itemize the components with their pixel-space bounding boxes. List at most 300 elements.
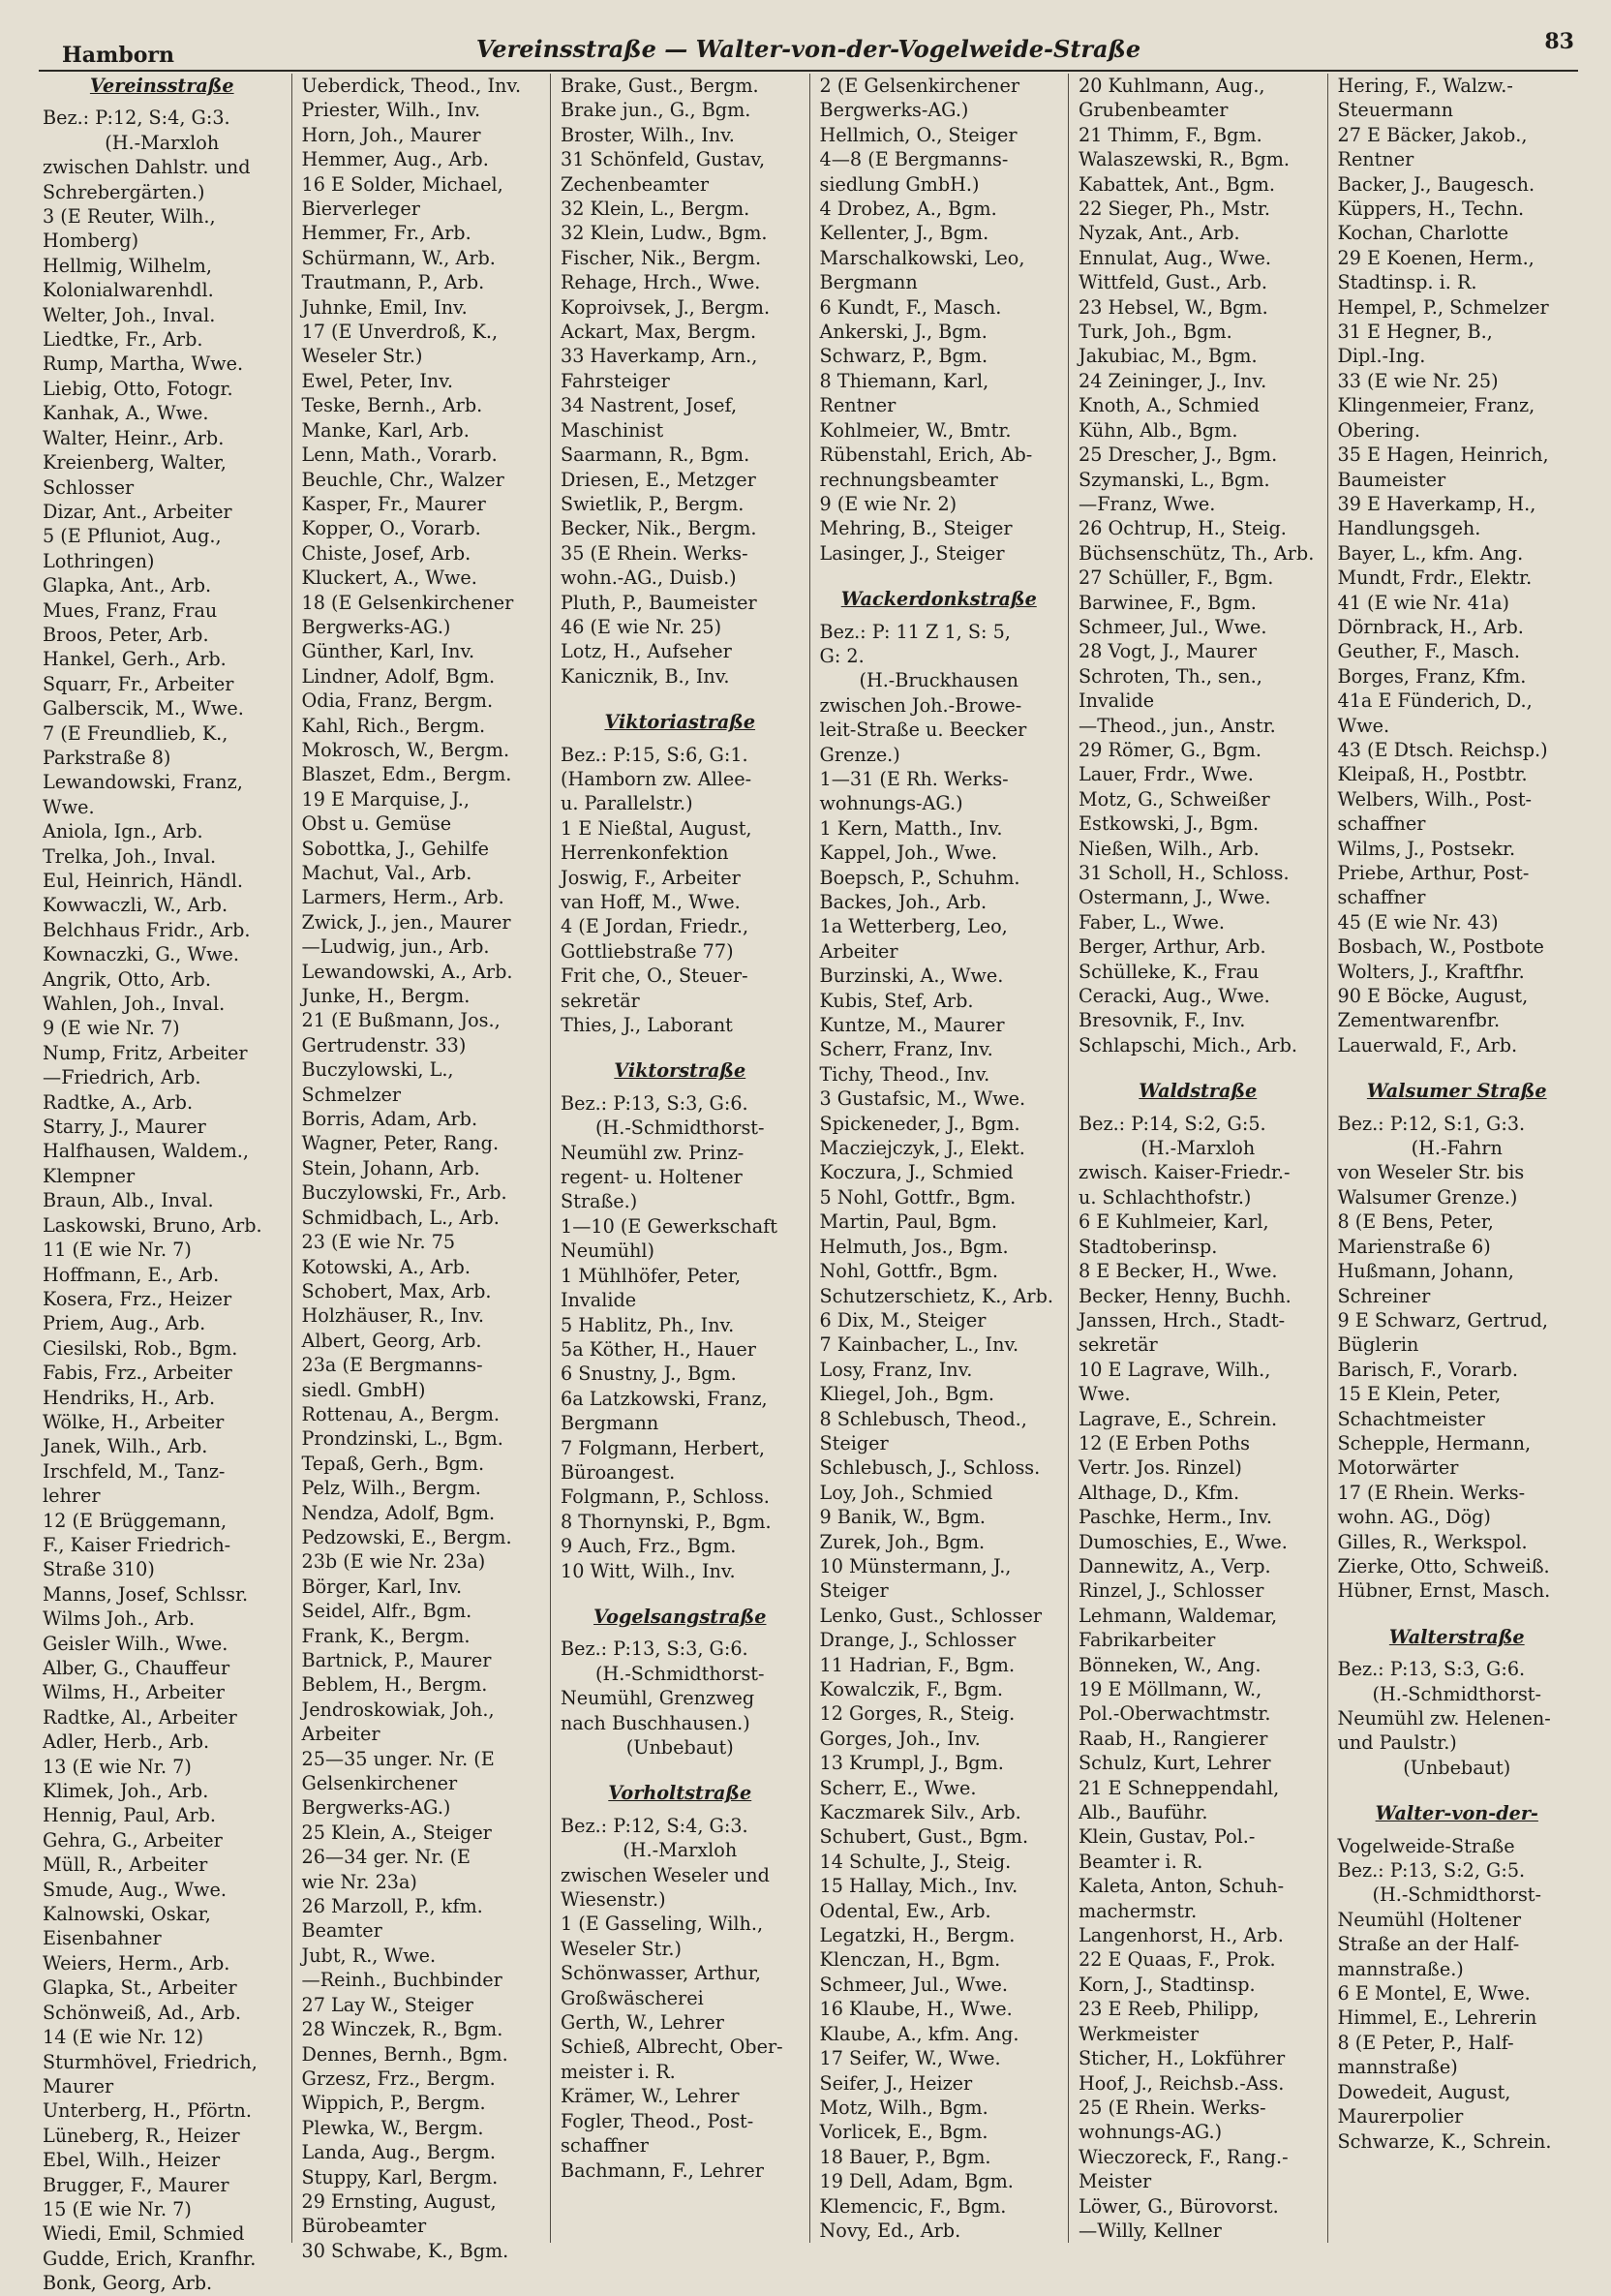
directory-entry: Landa, Aug., Bergm.: [301, 2141, 496, 2164]
directory-entry: Glapka, St., Arbeiter: [43, 1976, 237, 2000]
directory-entry: Fabis, Frz., Arbeiter: [43, 1362, 232, 1385]
directory-entry: Szymanski, L., Bgm.: [1079, 468, 1270, 491]
directory-entry: Bez.: P:13, S:3, G:6.: [561, 1638, 748, 1661]
directory-entry: wohnungs-AG.): [1079, 2121, 1223, 2144]
directory-entry: 5a Köther, H., Hauer: [561, 1337, 756, 1361]
directory-entry: wohn.-AG., Duisb.): [561, 566, 737, 590]
directory-entry: Frank, K., Bergm.: [301, 1624, 471, 1647]
directory-entry: Klenczan, H., Bgm.: [819, 1948, 1001, 1972]
directory-entry: 3 Gustafsic, M., Wwe.: [819, 1087, 1026, 1111]
directory-entry: Wahlen, Joh., Inval.: [43, 993, 226, 1016]
directory-entry: Loy, Joh., Schmied: [819, 1481, 993, 1504]
directory-entry: Hoof, J., Reichsb.-Ass.: [1079, 2071, 1285, 2095]
directory-entry: Ueberdick, Theod., Inv.: [301, 75, 522, 97]
directory-entry: Lotz, H., Aufseher: [561, 640, 732, 663]
directory-entry: zwischen Joh.-Browe-: [819, 693, 1022, 717]
directory-entry: Nendza, Adolf, Bgm.: [301, 1501, 496, 1524]
directory-entry: Mehring, B., Steiger: [819, 517, 1013, 540]
directory-entry: 31 E Hegner, B.,: [1337, 321, 1493, 344]
directory-entry: Homberg): [43, 230, 139, 253]
directory-entry: Arbeiter: [301, 1723, 380, 1746]
directory-entry: Jubt, R., Wwe.: [301, 1944, 437, 1967]
directory-entry: Klimek, Joh., Arb.: [43, 1780, 209, 1803]
directory-entry: Günther, Karl, Inv.: [301, 640, 475, 663]
directory-entry: Kochan, Charlotte: [1337, 222, 1509, 245]
directory-entry: Pol.-Oberwachtmstr.: [1079, 1702, 1271, 1726]
directory-entry: Beuchle, Chr., Walzer: [301, 468, 504, 491]
directory-entry: 10 Witt, Wilh., Inv.: [561, 1559, 736, 1582]
directory-entry: Dowedeit, August,: [1337, 2080, 1511, 2103]
directory-entry: Kuntze, M., Maurer: [819, 1014, 1005, 1037]
directory-entry: schaffner: [1337, 812, 1426, 836]
directory-entry: Lauerwald, F., Arb.: [1337, 1033, 1518, 1056]
directory-column: [809, 74, 1069, 2243]
directory-entry: Geisler Wilh., Wwe.: [43, 1632, 228, 1655]
directory-entry: Tichy, Theod., Inv.: [819, 1062, 990, 1086]
directory-entry: Lewandowski, A., Arb.: [301, 960, 513, 983]
directory-entry: Plewka, W., Bergm.: [301, 2116, 484, 2139]
directory-entry: Boepsch, P., Schuhm.: [819, 866, 1020, 889]
directory-entry: Bez.: P:14, S:2, G:5.: [1079, 1112, 1266, 1135]
directory-entry: Gottliebstraße 77): [561, 939, 734, 963]
directory-entry: Fahrsteiger: [561, 369, 670, 392]
directory-entry: Schmidbach, L., Arb.: [301, 1206, 500, 1229]
directory-entry: 23b (E wie Nr. 23a): [301, 1550, 486, 1574]
directory-entry: Ackart, Max, Bergm.: [561, 321, 757, 344]
directory-entry: Weiers, Herm., Arb.: [43, 1951, 230, 1975]
directory-entry: Kaleta, Anton, Schuh-: [1079, 1875, 1285, 1898]
street-heading: Vereinsstraße: [89, 75, 234, 97]
directory-entry: Nump, Fritz, Arbeiter: [43, 1041, 248, 1064]
directory-entry: sekretär: [1079, 1333, 1158, 1357]
directory-entry: Bez.: P:15, S:6, G:1.: [561, 743, 748, 766]
directory-entry: Klingenmeier, Franz,: [1337, 394, 1535, 417]
directory-entry: 8 Thiemann, Karl,: [819, 369, 989, 392]
directory-column: [1068, 74, 1327, 2243]
directory-entry: Smude, Aug., Wwe.: [43, 1878, 227, 1901]
directory-entry: Hemmer, Aug., Arb.: [301, 148, 489, 171]
directory-entry: Lehmann, Waldemar,: [1079, 1604, 1278, 1627]
directory-entry: 8 (E Bens, Peter,: [1337, 1210, 1494, 1234]
directory-entry: Hering, F., Walzw.-: [1337, 75, 1513, 97]
directory-entry: 17 (E Unverdroß, K.,: [301, 321, 499, 344]
directory-entry: Schmeer, Jul., Wwe.: [1079, 615, 1267, 638]
directory-entry: Rentner: [819, 394, 897, 417]
directory-entry: Hoffmann, E., Arb.: [43, 1263, 220, 1286]
directory-entry: 24 Zeininger, J., Inv.: [1079, 369, 1267, 392]
directory-entry: Trautmann, P., Arb.: [301, 271, 485, 294]
directory-entry: wohnungs-AG.): [819, 792, 963, 815]
directory-entry: Brake jun., G., Bgm.: [561, 99, 751, 122]
directory-entry: Weseler Str.): [561, 1937, 682, 1960]
directory-entry: Wwe.: [1337, 714, 1390, 737]
directory-entry: Neumühl zw. Helenen-: [1337, 1707, 1551, 1730]
directory-entry: Lindner, Adolf, Bgm.: [301, 664, 496, 688]
directory-entry: Marienstraße 6): [1337, 1235, 1491, 1258]
directory-entry: Hübner, Ernst, Masch.: [1337, 1579, 1551, 1603]
directory-entry: 7 (E Freundlieb, K.,: [43, 721, 228, 745]
directory-entry: Rump, Martha, Wwe.: [43, 352, 244, 376]
directory-entry: und Paulstr.): [1337, 1731, 1457, 1755]
directory-entry: Ewel, Peter, Inv.: [301, 369, 453, 392]
directory-entry: 30 Schwabe, K., Bgm.: [301, 2239, 509, 2262]
directory-entry: 27 E Bäcker, Jakob.,: [1337, 123, 1528, 146]
directory-entry: Hemmer, Fr., Arb.: [301, 222, 471, 245]
directory-entry: Walter, Heinr., Arb.: [43, 426, 225, 449]
directory-entry: Bonk, Georg, Arb.: [43, 2272, 213, 2295]
directory-entry: Klempner: [43, 1164, 136, 1187]
street-heading: Waldstraße: [1139, 1080, 1258, 1103]
directory-entry: Büchsenschütz, Th., Arb.: [1079, 541, 1315, 565]
directory-entry: Alb., Bauführ.: [1079, 1801, 1208, 1824]
directory-entry: Spickeneder, J., Bgm.: [819, 1112, 1020, 1135]
directory-entry: Kahl, Rich., Bergm.: [301, 714, 486, 737]
street-info: (H.-Marxloh: [105, 131, 220, 154]
directory-entry: Walaszewski, R., Bgm.: [1079, 148, 1291, 171]
directory-entry: Hußmann, Johann,: [1337, 1260, 1514, 1283]
street-info: (H.-Schmidthorst-: [1372, 1883, 1541, 1907]
directory-entry: Kühn, Alb., Bgm.: [1079, 418, 1238, 442]
directory-entry: Motz, G., Schweißer: [1079, 787, 1270, 811]
directory-entry: Ceracki, Aug., Wwe.: [1079, 985, 1270, 1008]
directory-entry: Barisch, F., Vorarb.: [1337, 1358, 1518, 1381]
directory-entry: Kabattek, Ant., Bgm.: [1079, 172, 1275, 196]
directory-entry: Nießen, Wilh., Arb.: [1079, 837, 1260, 860]
directory-entry: Priester, Wilh., Inv.: [301, 99, 481, 122]
directory-entry: Bergwerks-AG.): [819, 99, 969, 122]
directory-entry: Bez.: P:12, S:4, G:3.: [561, 1814, 748, 1837]
directory-entry: Burzinski, A., Wwe.: [819, 964, 1004, 988]
directory-entry: Zierke, Otto, Schweiß.: [1337, 1554, 1550, 1577]
directory-entry: Neumühl zw. Prinz-: [561, 1141, 745, 1164]
directory-entry: Borges, Franz, Kfm.: [1337, 664, 1527, 688]
directory-entry: Becker, Henny, Buchh.: [1079, 1284, 1292, 1307]
directory-entry: Kaczmarek Silv., Arb.: [819, 1801, 1021, 1824]
directory-entry: 18 (E Gelsenkirchener: [301, 591, 514, 614]
directory-entry: 21 Thimm, F., Bgm.: [1079, 123, 1262, 146]
directory-entry: Kleipaß, H., Postbtr.: [1337, 763, 1528, 786]
directory-entry: —Theod., jun., Anstr.: [1079, 714, 1276, 737]
directory-entry: Wölke, H., Arbeiter: [43, 1410, 225, 1433]
directory-entry: 26—34 ger. Nr. (E: [301, 1846, 471, 1869]
directory-entry: Saarmann, R., Bgm.: [561, 444, 750, 467]
directory-entry: Walsumer Grenze.): [1337, 1185, 1518, 1209]
directory-column: [291, 74, 551, 2262]
directory-entry: Seidel, Alfr., Bgm.: [301, 1600, 472, 1623]
directory-entry: Kosera, Frz., Heizer: [43, 1287, 232, 1310]
directory-entry: Fogler, Theod., Post-: [561, 2109, 754, 2132]
directory-entry: 15 E Klein, Peter,: [1337, 1383, 1502, 1406]
directory-entry: Gertrudenstr. 33): [301, 1033, 467, 1056]
directory-entry: Bez.: P:13, S:2, G:5.: [1337, 1859, 1526, 1883]
directory-entry: Aniola, Ign., Arb.: [43, 820, 203, 843]
directory-entry: Lothringen): [43, 549, 155, 572]
directory-entry: Bergmann: [561, 1412, 659, 1435]
directory-entry: Schieß, Albrecht, Ober-: [561, 2036, 783, 2059]
directory-entry: Backer, J., Baugesch.: [1337, 172, 1535, 196]
directory-entry: Galberscik, M., Wwe.: [43, 697, 244, 720]
directory-entry: u. Schlachthofstr.): [1079, 1185, 1252, 1209]
directory-entry: Mundt, Frdr., Elektr.: [1337, 566, 1533, 590]
directory-entry: Gudde, Erich, Kranfhr.: [43, 2247, 257, 2270]
street-heading: Walsumer Straße: [1366, 1080, 1547, 1103]
directory-entry: Kellenter, J., Bgm.: [819, 222, 989, 245]
directory-entry: Squarr, Fr., Arbeiter: [43, 672, 234, 695]
directory-entry: Welter, Joh., Inval.: [43, 303, 216, 326]
directory-entry: 15 (E wie Nr. 7): [43, 2197, 192, 2220]
directory-entry: Lagrave, E., Schrein.: [1079, 1407, 1278, 1430]
directory-entry: 9 (E wie Nr. 2): [819, 492, 957, 515]
directory-entry: Koczura, J., Schmied: [819, 1161, 1014, 1184]
directory-entry: wohn. AG., Dög): [1337, 1506, 1491, 1529]
directory-entry: Mokrosch, W., Bergm.: [301, 738, 510, 761]
directory-entry: 5 (E Pfluniot, Aug.,: [43, 525, 222, 548]
street-heading: Viktoriastraße: [604, 711, 756, 734]
directory-entry: Liebig, Otto, Fotogr.: [43, 377, 233, 400]
directory-entry: Machut, Val., Arb.: [301, 862, 472, 884]
directory-entry: —Friedrich, Arb.: [43, 1066, 201, 1089]
directory-entry: Schachtmeister: [1337, 1407, 1485, 1430]
directory-entry: Sturmhövel, Friedrich,: [43, 2050, 258, 2073]
directory-entry: 25 Klein, A., Steiger: [301, 1821, 492, 1844]
directory-entry: Schobert, Max, Arb.: [301, 1279, 492, 1302]
directory-entry: Wittfeld, Gust., Arb.: [1079, 271, 1267, 294]
directory-entry: 6 Kundt, F., Masch.: [819, 295, 1002, 319]
directory-entry: Steuermann: [1337, 99, 1453, 122]
directory-entry: Blaszet, Edm., Bergm.: [301, 763, 512, 786]
directory-entry: Kolonialwarenhdl.: [43, 279, 214, 302]
directory-entry: 25 Drescher, J., Bgm.: [1079, 444, 1278, 467]
directory-entry: 29 E Koenen, Herm.,: [1337, 246, 1535, 269]
directory-entry: Hellmich, O., Steiger: [819, 123, 1018, 146]
directory-entry: Herrenkonfektion: [561, 842, 729, 865]
directory-entry: Obst u. Gemüse: [301, 812, 452, 836]
directory-entry: 6a Latzkowski, Franz,: [561, 1387, 768, 1410]
directory-entry: Jendroskowiak, Joh.,: [301, 1698, 495, 1721]
directory-entry: Baumeister: [1337, 468, 1446, 491]
directory-entry: Larmers, Herm., Arb.: [301, 886, 504, 909]
directory-entry: 23 (E wie Nr. 75: [301, 1231, 456, 1254]
directory-entry: Kotowski, A., Arb.: [301, 1255, 471, 1278]
directory-entry: G: 2.: [819, 644, 865, 667]
directory-entry: Wilms Joh., Arb.: [43, 1607, 196, 1631]
street-heading: Vorholtstraße: [608, 1782, 752, 1805]
directory-entry: 1 E Nießtal, August,: [561, 816, 752, 840]
directory-entry: 23 E Reeb, Philipp,: [1079, 1998, 1260, 2021]
directory-entry: Radtke, A., Arb.: [43, 1090, 194, 1114]
directory-entry: 6 Snustny, J., Bgm.: [561, 1362, 737, 1386]
directory-entry: zwischen Weseler und: [561, 1863, 770, 1886]
directory-entry: Hankel, Gerh., Arb.: [43, 648, 227, 671]
directory-entry: Lewandowski, Franz,: [43, 771, 243, 794]
directory-entry: Schmelzer: [301, 1083, 402, 1106]
directory-entry: 20 Kuhlmann, Aug.,: [1079, 75, 1265, 97]
directory-entry: Lüneberg, R., Heizer: [43, 2124, 240, 2147]
directory-entry: 1—10 (E Gewerkschaft: [561, 1214, 777, 1238]
directory-entry: Neumühl (Holtener: [1337, 1908, 1522, 1931]
directory-entry: Vertr. Jos. Rinzel): [1079, 1456, 1242, 1480]
directory-entry: Dannewitz, A., Verp.: [1079, 1554, 1271, 1577]
directory-entry: Althage, D., Kfm.: [1079, 1481, 1240, 1504]
directory-entry: Maurer: [43, 2074, 114, 2097]
directory-entry: 15 Hallay, Mich., Inv.: [819, 1875, 1018, 1898]
directory-entry: 34 Nastrent, Josef,: [561, 394, 738, 417]
directory-entry: Priebe, Arthur, Post-: [1337, 862, 1530, 884]
directory-entry: 10 E Lagrave, Wilh.,: [1079, 1358, 1271, 1381]
directory-entry: Straße 310): [43, 1558, 155, 1581]
directory-entry: leit-Straße u. Beecker: [819, 719, 1027, 742]
directory-entry: 28 Vogt, J., Maurer: [1079, 640, 1257, 663]
directory-entry: Gerth, W., Lehrer: [561, 2011, 724, 2035]
directory-entry: Starry, J., Maurer: [43, 1116, 206, 1139]
directory-entry: Rübenstahl, Erich, Ab-: [819, 444, 1033, 467]
directory-entry: 14 (E wie Nr. 12): [43, 2026, 204, 2049]
directory-entry: Janek, Wilh., Arb.: [43, 1435, 208, 1458]
directory-entry: Kanicznik, B., Inv.: [561, 664, 730, 688]
directory-entry: Motz, Wilh., Bgm.: [819, 2096, 988, 2119]
directory-entry: Kasper, Fr., Maurer: [301, 492, 486, 515]
directory-entry: Lenko, Gust., Schlosser: [819, 1604, 1043, 1627]
directory-entry: 18 Bauer, P., Bgm.: [819, 2145, 991, 2168]
directory-entry: Driesen, E., Metzger: [561, 468, 756, 491]
directory-entry: 19 E Möllmann, W.,: [1079, 1678, 1262, 1700]
directory-entry: Schutzerschietz, K., Arb.: [819, 1284, 1053, 1307]
directory-entry: Broster, Wilh., Inv.: [561, 123, 735, 146]
directory-entry: Bosbach, W., Postbote: [1337, 935, 1544, 959]
directory-entry: Wolters, J., Kraftfhr.: [1337, 960, 1525, 983]
directory-column: [550, 74, 809, 2243]
directory-entry: Ennulat, Aug., Wwe.: [1079, 246, 1271, 269]
directory-entry: Rehage, Hrch., Wwe.: [561, 271, 761, 294]
street-heading: Wackerdonkstraße: [840, 588, 1037, 611]
directory-entry: Juhnke, Emil, Inv.: [301, 295, 468, 319]
directory-entry: Vorlicek, E., Bgm.: [819, 2121, 988, 2144]
directory-entry: Neumühl, Grenzweg: [561, 1687, 755, 1710]
directory-entry: Schülleke, K., Frau: [1079, 960, 1260, 983]
directory-entry: Koproivsek, J., Bergm.: [561, 295, 771, 319]
directory-entry: Kappel, Joh., Wwe.: [819, 842, 998, 865]
directory-entry: Eul, Heinrich, Händl.: [43, 870, 243, 892]
directory-entry: Swietlik, P., Bergm.: [561, 492, 745, 515]
directory-entry: 29 Römer, G., Bgm.: [1079, 738, 1261, 761]
directory-entry: Büroangest.: [561, 1460, 676, 1484]
directory-entry: Becker, Nik., Bergm.: [561, 517, 757, 540]
directory-entry: Hellmig, Wilhelm,: [43, 254, 212, 277]
street-info: (H.-Bruckhausen: [859, 669, 1019, 692]
directory-entry: Lenn, Math., Vorarb.: [301, 444, 498, 467]
directory-entry: Fabrikarbeiter: [1079, 1629, 1216, 1652]
directory-entry: u. Parallelstr.): [561, 792, 693, 815]
directory-entry: Straße.): [561, 1190, 638, 1213]
street-info: (H.-Fahrn: [1411, 1137, 1503, 1160]
directory-entry: 14 Schulte, J., Steig.: [819, 1850, 1012, 1873]
directory-entry: Bez.: P:12, S:4, G:3.: [43, 107, 230, 130]
directory-entry: Großwäscherei: [561, 1986, 704, 2009]
directory-entry: 35 E Hagen, Heinrich,: [1337, 444, 1549, 467]
directory-entry: Bürobeamter: [301, 2215, 427, 2238]
directory-entry: Zementwarenfbr.: [1337, 1009, 1501, 1032]
directory-entry: Ciesilski, Rob., Bgm.: [43, 1336, 238, 1360]
directory-entry: siedlung GmbH.): [819, 172, 980, 196]
directory-entry: Bergmann: [819, 271, 918, 294]
directory-entry: Langenhorst, H., Arb.: [1079, 1924, 1284, 1947]
directory-entry: Bachmann, F., Lehrer: [561, 2158, 764, 2182]
street-heading: Viktorstraße: [614, 1059, 746, 1083]
directory-entry: Scherr, Franz, Inv.: [819, 1038, 993, 1061]
directory-entry: Weseler Str.): [301, 345, 423, 368]
directory-entry: Parkstraße 8): [43, 746, 171, 769]
directory-entry: zwisch. Kaiser-Friedr.-: [1079, 1161, 1291, 1184]
directory-entry: Schlebusch, J., Schloss.: [819, 1456, 1041, 1480]
directory-entry: 10 Münstermann, J.,: [819, 1554, 1012, 1577]
directory-entry: 27 Schüller, F., Bgm.: [1079, 566, 1274, 590]
directory-entry: Schlapschi, Mich., Arb.: [1079, 1033, 1297, 1056]
directory-entry: 1 Mühlhöfer, Peter,: [561, 1264, 742, 1287]
directory-entry: 45 (E wie Nr. 43): [1337, 910, 1499, 934]
directory-entry: Paschke, Herm., Inv.: [1079, 1506, 1272, 1529]
directory-entry: Knoth, A., Schmied: [1079, 394, 1260, 417]
directory-entry: Kalnowski, Oskar,: [43, 1903, 211, 1926]
directory-entry: Raab, H., Rangierer: [1079, 1727, 1268, 1750]
directory-entry: Irschfeld, M., Tanz-: [43, 1459, 226, 1483]
directory-entry: Küppers, H., Techn.: [1337, 198, 1525, 221]
directory-entry: Grzesz, Frz., Bergm.: [301, 2066, 496, 2090]
directory-entry: Beamter: [301, 1919, 382, 1943]
directory-entry: mannstraße.): [1337, 1957, 1464, 1980]
directory-entry: Ebel, Wilh., Heizer: [43, 2149, 221, 2172]
directory-entry: Handlungsgeh.: [1337, 517, 1481, 540]
directory-entry: Schwarz, P., Bgm.: [819, 345, 988, 368]
directory-entry: 26 Marzoll, P., kfm.: [301, 1895, 483, 1918]
directory-entry: Tepaß, Gerh., Bgm.: [301, 1452, 485, 1475]
directory-entry: Grubenbeamter: [1079, 99, 1229, 122]
directory-entry: 28 Winczek, R., Bgm.: [301, 2018, 503, 2041]
directory-entry: Eisenbahner: [43, 1927, 162, 1950]
directory-entry: Klein, Gustav, Pol.-: [1079, 1825, 1256, 1849]
directory-entry: Schlosser: [43, 475, 135, 499]
directory-entry: 6 E Kuhlmeier, Karl,: [1079, 1210, 1269, 1234]
directory-entry: 19 Dell, Adam, Bgm.: [819, 2170, 1014, 2193]
directory-entry: 21 E Schneppendahl,: [1079, 1776, 1280, 1799]
directory-entry: 29 Ernsting, August,: [301, 2189, 497, 2213]
directory-entry: 5 Hablitz, Ph., Inv.: [561, 1313, 735, 1336]
directory-entry: Kowwaczli, W., Arb.: [43, 894, 228, 917]
directory-entry: Thies, J., Laborant: [561, 1014, 733, 1037]
directory-entry: Zechenbeamter: [561, 172, 710, 196]
page-title: Vereinsstraße — Walter-von-der-Vogelweide-Straße: [475, 35, 1141, 63]
directory-entry: Manns, Josef, Schlssr.: [43, 1582, 249, 1606]
directory-entry: Kliegel, Joh., Bgm.: [819, 1383, 995, 1406]
directory-entry: Alber, G., Chauffeur: [43, 1657, 230, 1679]
directory-entry: 7 Kainbacher, L., Inv.: [819, 1333, 1019, 1357]
directory-entry: Estkowski, J., Bgm.: [1079, 812, 1260, 836]
directory-entry: Kubis, Stef, Arb.: [819, 989, 974, 1012]
directory-entry: Wilms, J., Postsekr.: [1337, 837, 1516, 860]
directory-entry: Brugger, F., Maurer: [43, 2173, 229, 2196]
street-info: (H.-Schmidthorst-: [595, 1662, 765, 1685]
directory-entry: Pelz, Wilh., Bergm.: [301, 1477, 481, 1500]
directory-entry: 31 Scholl, H., Schloss.: [1079, 862, 1290, 884]
directory-entry: Holzhäuser, R., Inv.: [301, 1304, 484, 1328]
directory-entry: 3 (E Reuter, Wilh.,: [43, 205, 216, 229]
directory-entry: regent- u. Holtener: [561, 1166, 743, 1189]
directory-entry: Straße an der Half-: [1337, 1933, 1520, 1956]
directory-entry: 12 Gorges, R., Steig.: [819, 1702, 1016, 1726]
directory-entry: Mues, Franz, Frau: [43, 598, 218, 622]
directory-entry: Obering.: [1337, 418, 1420, 442]
directory-entry: Gorges, Joh., Inv.: [819, 1727, 981, 1750]
directory-entry: Börger, Karl, Inv.: [301, 1575, 463, 1598]
